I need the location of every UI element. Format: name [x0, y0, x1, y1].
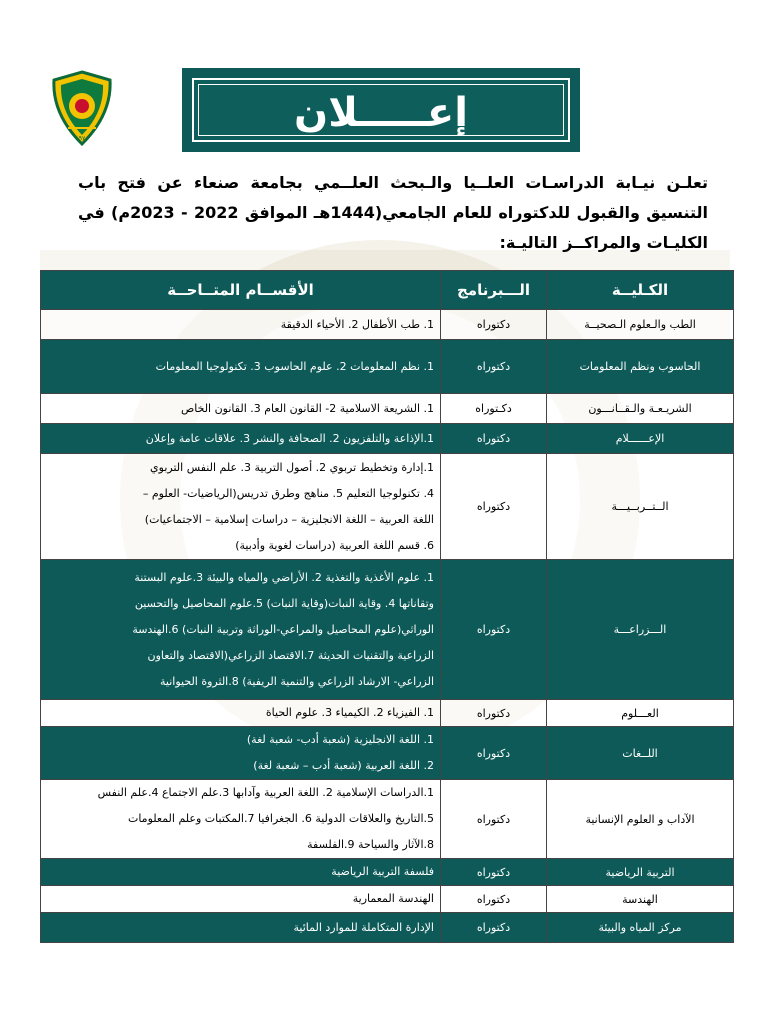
program-cell: دكتوراه — [441, 886, 547, 913]
logo-year: ١٩٧٠ — [75, 135, 89, 142]
departments-cell — [41, 727, 441, 780]
intro-paragraph: تعلـن نيـابة الدراسـات العلــيا والـبحث العلــمي بجامعة صنعاء عن فتح باب التنسيق والقبول للدكتوراه للعام الجامعي(1444هـ الموافق 2022 - 2023م) في الكليـات والمراكــز التاليـة: — [78, 173, 709, 252]
departments-cell — [41, 780, 441, 859]
table-row — [41, 310, 734, 340]
program-cell: دكتوراه — [441, 560, 547, 700]
header-program: الـــبرنامج — [441, 271, 547, 310]
table-header-row — [41, 271, 734, 310]
faculty-cell: مركز المياه والبيئة — [547, 913, 734, 943]
departments-cell — [41, 454, 441, 560]
department-line: 1.الدراسات الإسلامية 2. اللغة العربية وآدابها 3.علم الاجتماع 4.علم النفس — [97, 786, 434, 799]
department-line: 5.التاريخ والعلاقات الدولية 6. الجغرافيا 7.المكتبات وعلم المعلومات — [127, 812, 434, 825]
table-row — [41, 886, 734, 913]
faculty-cell: الإعــــــلام — [547, 424, 734, 454]
department-line: الزراعية والتقنيات الحديثة 7.الاقتصاد الزراعي(الاقتصاد والتعاون — [147, 648, 434, 662]
department-line: 1. الفيزياء 2. الكيمياء 3. علوم الحياة — [265, 706, 434, 719]
header-departments: الأقســام المتــاحــة — [41, 271, 441, 310]
department-line: فلسفة التربية الرياضية — [331, 865, 434, 878]
faculty-cell: الشريـعـة والـقــانـــون — [547, 394, 734, 424]
department-line: 4. تكنولوجيا التعليم 5. مناهج وطرق تدريس(الرياضيات- العلوم – — [142, 486, 434, 500]
department-line: 6. قسم اللغة العربية (دراسات لغوية وأدبية) — [235, 538, 434, 552]
department-line: الوراثي(علوم المحاصيل والمراعي-الوراثة وتربية النبات) 6.الهندسة — [132, 622, 434, 636]
faculty-cell: الـــزراعـــة — [547, 560, 734, 700]
table-row — [41, 424, 734, 454]
faculty-cell: الطب والـعلوم الـصحيــة — [547, 310, 734, 340]
header-faculty: الكـليــة — [547, 271, 734, 310]
departments-cell — [41, 310, 441, 340]
departments-cell — [41, 859, 441, 886]
department-line: 1.الإذاعة والتلفزيون 2. الصحافة والنشر 3. علاقات عامة وإعلان — [145, 431, 434, 445]
departments-cell — [41, 424, 441, 454]
departments-cell — [41, 560, 441, 700]
program-cell: دكتوراه — [441, 727, 547, 780]
faculty-cell: اللــغات — [547, 727, 734, 780]
announcement-title-box — [182, 68, 580, 152]
departments-cell — [41, 886, 441, 913]
table-row — [41, 340, 734, 394]
program-cell: دكتوراه — [441, 700, 547, 727]
department-line: الإدارة المتكاملة للموارد المائية — [293, 920, 434, 934]
program-cell: دكتوراه — [441, 780, 547, 859]
program-cell: دكتوراه — [441, 913, 547, 943]
university-logo — [48, 70, 116, 146]
department-line: 1. اللغة الانجليزية (شعبة أدب- شعبة لغة) — [246, 733, 434, 746]
department-line: 1. نظم المعلومات 2. علوم الحاسوب 3. تكنولوجيا المعلومات — [155, 359, 434, 373]
faculty-cell: الــتــربــيـــة — [547, 454, 734, 560]
department-line: وتقاناتها 4. وقاية النبات(وقاية النبات) 5.علوم المحاصيل والتحسين — [134, 596, 434, 610]
announcement-title: إعـــــلان — [294, 90, 468, 136]
department-line: 8.الآثار والسياحة 9.الفلسفة — [307, 838, 434, 851]
departments-cell — [41, 340, 441, 394]
program-cell: دكـتوراه — [441, 394, 547, 424]
department-line: 1. الشريعة الاسلامية 2- القانون العام 3. القانون الخاص — [180, 401, 434, 415]
faculty-cell: الحاسوب ونظم المعلومات — [547, 340, 734, 394]
table-row — [41, 700, 734, 727]
program-cell: دكتوراه — [441, 340, 547, 394]
department-line: 1. علوم الأغذية والتغذية 2. الأراضي والمياه والبيئة 3.علوم البستنة — [134, 570, 434, 584]
program-cell: دكتوراه — [441, 424, 547, 454]
faculty-cell: الهندسة — [547, 886, 734, 913]
departments-cell — [41, 394, 441, 424]
programs-table — [40, 270, 734, 943]
department-line: 1. طب الأطفال 2. الأحياء الدقيقة — [280, 317, 434, 331]
departments-cell — [41, 700, 441, 727]
table-row — [41, 454, 734, 560]
department-line: الزراعي- الارشاد الزراعي والتنمية الريفية) 8.الثروة الحيوانية — [160, 674, 434, 688]
table-row — [41, 780, 734, 859]
faculty-cell: الآداب و العلوم الإنسانية — [547, 780, 734, 859]
table-row — [41, 394, 734, 424]
table-row — [41, 560, 734, 700]
program-cell: دكتوراه — [441, 454, 547, 560]
program-cell: دكتوراه — [441, 310, 547, 340]
department-line: الهندسة المعمارية — [352, 892, 434, 905]
faculty-cell: العـــلوم — [547, 700, 734, 727]
department-line: 2. اللغة العربية (شعبة أدب – شعبة لغة) — [253, 759, 434, 772]
department-line: 1.إدارة وتخطيط تربوي 2. أصول التربية 3. علم النفس التربوي — [150, 460, 434, 474]
table-row — [41, 727, 734, 780]
table-row — [41, 913, 734, 943]
department-line: اللغة العربية – اللغة الانجليزية – دراسات إسلامية – الاجتماعيات) — [144, 512, 434, 526]
table-row — [41, 859, 734, 886]
faculty-cell: التربية الرياضية — [547, 859, 734, 886]
program-cell: دكتوراه — [441, 859, 547, 886]
departments-cell — [41, 913, 441, 943]
